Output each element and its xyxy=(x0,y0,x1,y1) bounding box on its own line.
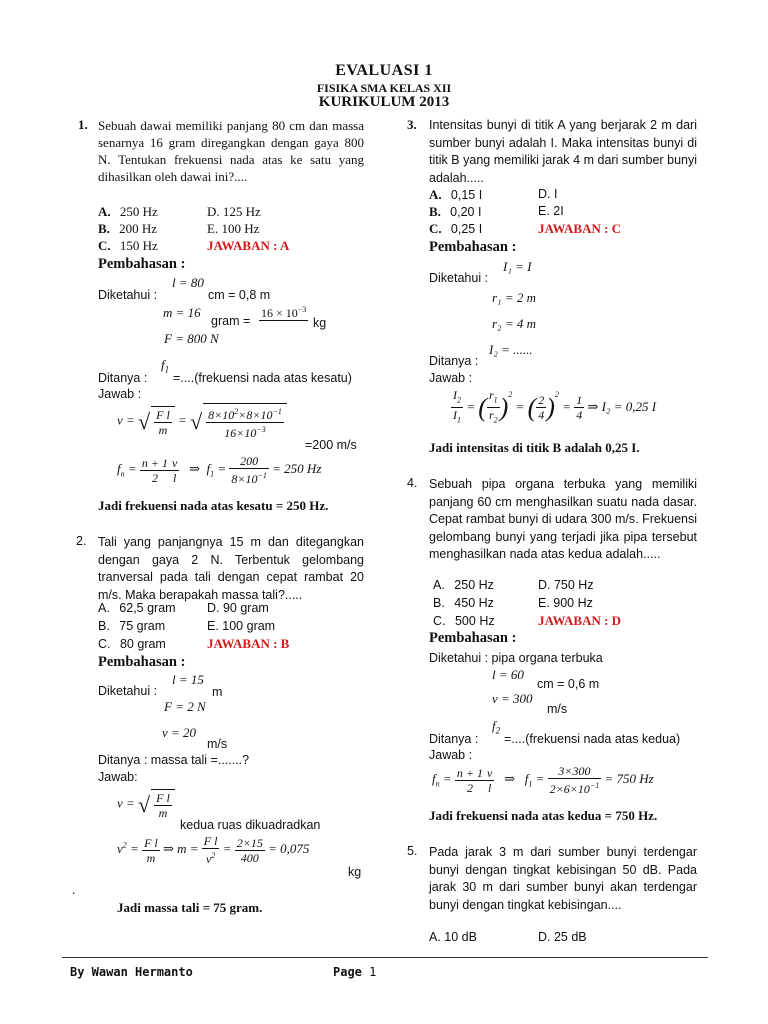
question-3-text: Intensitas bunyi di titik A yang berjarak 2 m dari sumber bunyi adalah I. Maka intensitas bunyi di titik B yang memiliki jarak 4 m dari sumber bunyi adalah..... xyxy=(429,118,697,185)
q5-option-a: A. 10 dB xyxy=(429,930,477,944)
q4-jawab-label: Jawab : xyxy=(429,748,473,762)
q4-option-a: A. 250 Hz xyxy=(433,578,494,592)
q4-ditanya-label: Ditanya : xyxy=(429,732,479,746)
q2-mass-formula: $v^2$ = $\frac{\text{F l}}{m}$ ⇒ m = $\frac{\text{F l}}{v^2}$ = $\frac{2\times 15}{400}$ = 0,075 xyxy=(117,834,310,866)
q2-ditanya: Ditanya : massa tali =.......? xyxy=(98,753,250,767)
q1-frequency-formula: $f_n$ = $\frac{n + 1}{2}$ $\frac{v}{l}$ ⇒ $f_1$ = $\frac{200}{8\times 10^{-1}}$ = 250 Hz xyxy=(117,454,322,486)
q3-I2-question: I₂ = ...... xyxy=(489,342,533,357)
q4-length-unit: cm = 0,6 m xyxy=(537,677,600,691)
q1-mass-value: m = 16 xyxy=(163,305,201,320)
q2-option-d: D. 90 gram xyxy=(207,601,269,615)
q1-velocity-formula: v = √ $\frac{\text{F l}}{m}$ = √ $\frac{8\times 10^2\times 8\times 10^{-1}}{16\times 10^{-3}}$ xyxy=(117,403,287,443)
question-1-number: 1. xyxy=(78,117,88,132)
q4-frequency-formula: $f_n$ = $\frac{n + 1}{2}$ $\frac{v}{l}$ ⇒ $f_1$ = $\frac{3\times 300}{2\times 6\times 10^{-1}}$ = 750 Hz xyxy=(432,764,654,796)
question-1-text: Sebuah dawai memiliki panjang 80 cm dan massa senarnya 16 gram diregangkan dengan gaya 800 N. Tentukan frekuensi nada atas ke satu yang dihasilkan oleh dawai ini?.... xyxy=(98,118,364,184)
q3-option-b: B. 0,20 I xyxy=(429,204,482,219)
q4-pembahasan-heading: Pembahasan : xyxy=(429,630,517,646)
q3-r1-value: r₁ = 2 m xyxy=(492,290,536,305)
question-5-number: 5. xyxy=(407,844,418,858)
q2-kuadrat-note: kedua ruas dikuadradkan xyxy=(180,818,321,832)
q4-option-c: C. 500 Hz xyxy=(433,614,495,628)
q2-force-value: F = 2 N xyxy=(164,699,206,714)
q1-answer: JAWABAN : A xyxy=(207,238,290,253)
q1-f1-symbol: $f_1$ xyxy=(161,357,170,375)
q2-velocity-formula: v = √ $\frac{\text{F l}}{m}$ xyxy=(117,789,175,820)
q1-jawab-label: Jawab : xyxy=(98,387,142,401)
q4-length-value: l = 60 xyxy=(492,667,524,682)
q2-option-a: A. 62,5 gram xyxy=(98,601,176,615)
q2-length-unit: m xyxy=(212,685,223,699)
q1-force-value: F = 800 N xyxy=(164,331,219,346)
footer-author: By Wawan Hermanto xyxy=(70,965,193,979)
q1-ditanya-label: Ditanya : xyxy=(98,371,148,385)
q2-diketahui-label: Diketahui : xyxy=(98,684,158,698)
q1-mass-kg: kg xyxy=(313,316,327,330)
q3-I1-value: I₁ = I xyxy=(503,259,532,274)
q4-option-d: D. 750 Hz xyxy=(538,578,594,592)
q2-pembahasan-heading: Pembahasan : xyxy=(98,654,186,670)
q1-conclusion: Jadi frekuensi nada atas kesatu = 250 Hz. xyxy=(98,498,329,513)
q2-option-c: C. 80 gram xyxy=(98,637,166,651)
q2-option-b: B. 75 gram xyxy=(98,619,166,633)
q3-option-e: E. 2I xyxy=(538,204,564,218)
q1-pembahasan-heading: Pembahasan : xyxy=(98,256,186,272)
q4-velocity-unit: m/s xyxy=(547,702,568,716)
q1-option-a: A. 250 Hz xyxy=(98,204,158,219)
q1-velocity-result: =200 m/s xyxy=(305,438,357,452)
q4-conclusion: Jadi frekuensi nada atas kedua = 750 Hz. xyxy=(429,808,658,823)
q1-ditanya-text: =....(frekuensi nada atas kesatu) xyxy=(173,371,352,385)
q1-option-b: B. 200 Hz xyxy=(98,221,158,236)
q4-option-e: E. 900 Hz xyxy=(538,596,593,610)
q2-jawab-label: Jawab: xyxy=(98,770,138,784)
q1-mass-unit: gram = xyxy=(211,314,251,328)
q3-answer: JAWABAN : C xyxy=(538,221,622,236)
footer-divider xyxy=(62,957,708,958)
q3-pembahasan-heading: Pembahasan : xyxy=(429,239,517,255)
q1-option-e: E. 100 Hz xyxy=(207,221,260,236)
q3-option-c: C. 0,25 I xyxy=(429,221,483,236)
curriculum-title: KURIKULUM 2013 xyxy=(318,94,450,110)
q5-option-d: D. 25 dB xyxy=(538,930,587,944)
q1-length-value: l = 80 xyxy=(172,275,204,290)
q3-intensity-formula: $\frac{I_2}{I_1}$ = ( $\frac{r_1}{r_2}$ )$^2$ = ( $\frac{2}{4}$ )$^2$ = $\frac{1}{4}$ ⇒ I₂ = 0,25 I xyxy=(453,388,657,425)
q2-velocity-value: v = 20 xyxy=(162,725,197,740)
q1-diketahui-label: Diketahui : xyxy=(98,288,158,302)
question-4-text: Sebuah pipa organa terbuka yang memiliki panjang 60 cm menghasilkan suatu nada dasar. Cepat rambat bunyi di udara 300 m/s. Frekuensi gelombang bunyi yang terjadi jika pipa tersebut menghasilkan nada atas kedua adalah..... xyxy=(429,477,697,561)
q2-velocity-unit: m/s xyxy=(207,737,228,751)
q3-conclusion: Jadi intensitas di titik B adalah 0,25 I. xyxy=(429,440,640,455)
page-subtitle: FISIKA SMA KELAS XII xyxy=(316,81,452,95)
q4-diketahui-label: Diketahui : pipa organa terbuka xyxy=(429,651,603,665)
q2-option-e: E. 100 gram xyxy=(207,619,276,633)
q3-jawab-label: Jawab : xyxy=(429,371,473,385)
q4-velocity-value: v = 300 xyxy=(492,691,533,706)
q2-length-value: l = 15 xyxy=(172,672,204,687)
footer-page: Page 1 xyxy=(333,965,377,979)
q1-option-c: C. 150 Hz xyxy=(98,238,158,253)
question-3-number: 3. xyxy=(407,117,417,132)
q3-option-a: A. 0,15 I xyxy=(429,187,483,202)
q2-kg-unit: kg xyxy=(348,865,362,879)
q3-ditanya-label: Ditanya : xyxy=(429,354,479,368)
q3-option-d: D. I xyxy=(538,187,558,201)
question-5-text: Pada jarak 3 m dari sumber bunyi terdengar bunyi dengan tingkat kebisingan 50 dB. Pada jarak 30 m dari sumber bunyi akan terdengar bunyi dengan tingkat kebisingan.... xyxy=(429,845,697,912)
q4-f2-symbol: $f_2$ xyxy=(492,718,501,736)
q2-answer: JAWABAN : B xyxy=(207,636,290,651)
q3-r2-value: r₂ = 4 m xyxy=(492,316,536,331)
q4-ditanya-text: =....(frekuensi nada atas kedua) xyxy=(504,732,681,746)
q1-length-unit: cm = 0,8 m xyxy=(208,288,271,302)
question-2-text: Tali yang panjangnya 15 m dan ditegangkan dengan gaya 2 N. Terbentuk gelombang tranversal pada tali dengan cepat rambat 20 m/s. Maka berapakah massa tali?..... xyxy=(98,535,364,602)
q4-answer: JAWABAN : D xyxy=(538,613,622,628)
question-2-number: 2. xyxy=(76,534,87,548)
q4-option-b: B. 450 Hz xyxy=(433,596,494,610)
q2-conclusion: Jadi massa tali = 75 gram. xyxy=(117,900,263,915)
q1-option-d: D. 125 Hz xyxy=(207,204,261,219)
question-4-number: 4. xyxy=(407,476,418,490)
q2-stray-dot: . xyxy=(72,882,76,897)
q1-mass-fraction: $16 \times 10^{-3}$ xyxy=(261,305,307,320)
q3-diketahui-label: Diketahui : xyxy=(429,271,489,285)
page-title: EVALUASI 1 xyxy=(335,62,433,79)
